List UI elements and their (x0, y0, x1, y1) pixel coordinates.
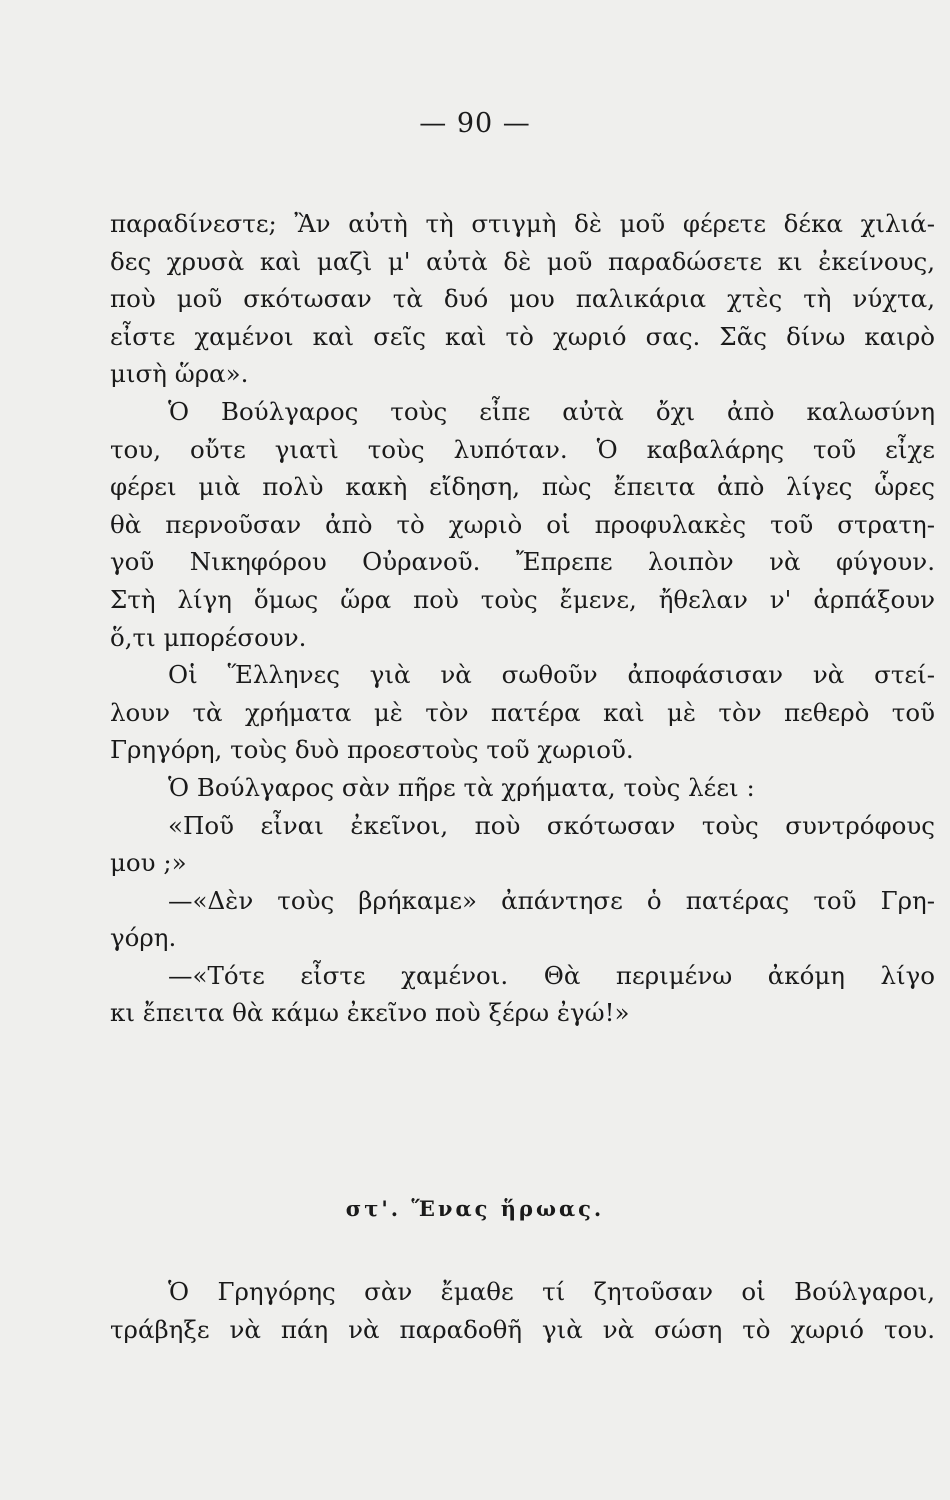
text-line: θὰ περνοῦσαν ἀπὸ τὸ χωριὸ οἱ προφυλακὲς τοῦ στρατη- (110, 509, 935, 539)
text-line: Γρηγόρη, τοὺς δυὸ προεστοὺς τοῦ χωριοῦ. (110, 735, 634, 765)
text-line: —«Δὲν τοὺς βρήκαμε» ἀπάντησε ὁ πατέρας τοῦ Γρη- (168, 885, 935, 915)
text-line: εἶστε χαμένοι καὶ σεῖς καὶ τὸ χωριό σας. Σᾶς δίνω καιρὸ (110, 321, 935, 351)
text-line: Οἱ Ἕλληνες γιὰ νὰ σωθοῦν ἀποφάσισαν νὰ στεί- (168, 660, 935, 690)
text-line: Ὁ Βούλγαρος σὰν πῆρε τὰ χρήματα, τοὺς λέει : (168, 772, 755, 802)
body-text (110, 205, 935, 1032)
text-line: Ὁ Βούλγαρος τοὺς εἶπε αὐτὰ ὄχι ἀπὸ καλωσύνη (168, 396, 935, 426)
text-line: του, οὔτε γιατὶ τοὺς λυπόταν. Ὁ καβαλάρης τοῦ εἶχε (110, 434, 935, 464)
text-line: Στὴ λίγη ὅμως ὥρα ποὺ τοὺς ἔμενε, ἤθελαν ν' ἁρπάξουν (110, 584, 935, 614)
text-line: γοῦ Νικηφόρου Οὐρανοῦ. Ἔπρεπε λοιπὸν νὰ φύγουν. (110, 547, 935, 577)
text-line: παραδίνεστε; Ἂν αὐτὴ τὴ στιγμὴ δὲ μοῦ φέρετε δέκα χιλιά- (110, 209, 935, 238)
section-text (110, 1273, 935, 1348)
text-line: ὅ,τι μπορέσουν. (110, 622, 307, 652)
text-line: λουν τὰ χρήματα μὲ τὸν πατέρα καὶ μὲ τὸν πεθερὸ τοῦ (110, 697, 935, 727)
text-line: «Ποῦ εἶναι ἐκεῖνοι, ποὺ σκότωσαν τοὺς συντρόφους (168, 810, 935, 840)
text-line: δες χρυσὰ καὶ μαζὶ μ' αὐτὰ δὲ μοῦ παραδώσετε κι ἐκείνους, (110, 246, 935, 276)
section-heading: στ'. Ἕνας ἥρωας. (345, 1196, 605, 1221)
text-line: ποὺ μοῦ σκότωσαν τὰ δυό μου παλικάρια χτὲς τὴ νύχτα, (110, 284, 935, 314)
text-line: τράβηξε νὰ πάη νὰ παραδοθῆ γιὰ νὰ σώση τὸ χωριό του. (110, 1314, 935, 1344)
text-line: Ὁ Γρηγόρης σὰν ἔμαθε τί ζητοῦσαν οἱ Βούλγαροι, (168, 1277, 935, 1306)
text-line: γόρη. (110, 923, 177, 953)
text-line: κι ἔπειτα θὰ κάμω ἐκεῖνο ποὺ ξέρω ἐγώ!» (110, 998, 630, 1028)
text-line: μου ;» (110, 848, 187, 878)
text-line: μισὴ ὥρα». (110, 359, 249, 389)
text-line: —«Τότε εἶστε χαμένοι. Θὰ περιμένω ἀκόμη λίγο (168, 960, 935, 990)
page-number: — 90 — (419, 108, 531, 139)
text-line: φέρει μιὰ πολὺ κακὴ εἴδηση, πὼς ἔπειτα ἀπὸ λίγες ὧρες (110, 472, 935, 502)
